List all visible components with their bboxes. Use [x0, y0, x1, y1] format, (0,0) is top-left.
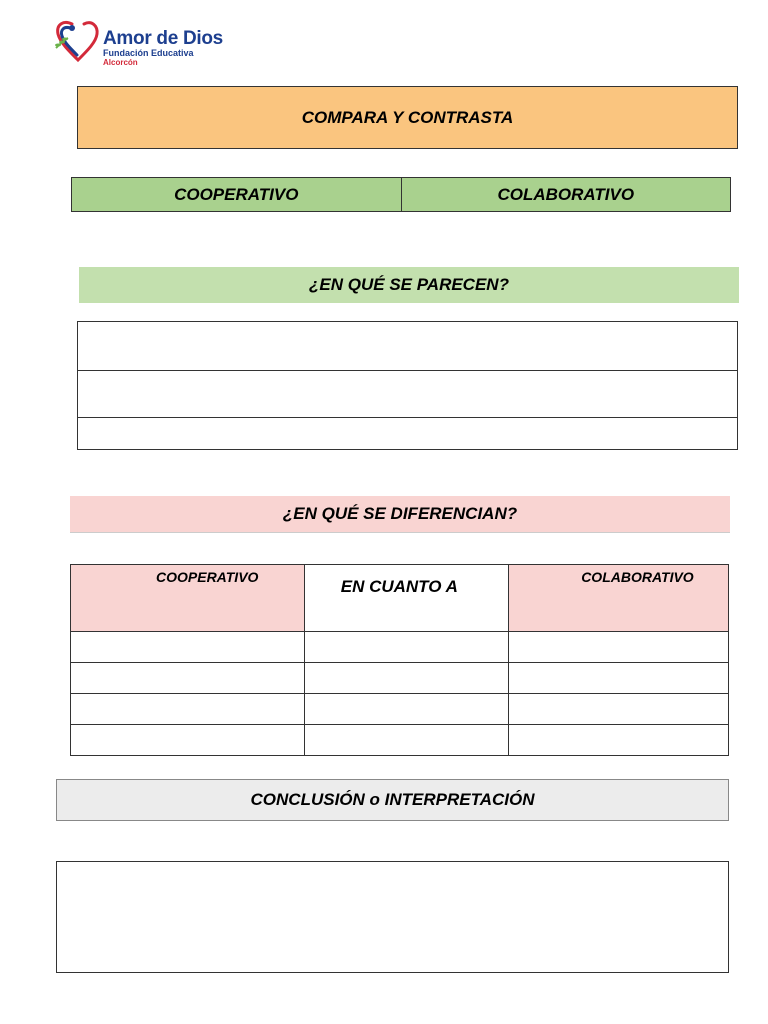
table-cell[interactable]	[71, 632, 305, 663]
page-title: COMPARA Y CONTRASTA	[301, 107, 514, 127]
similarities-row[interactable]	[78, 322, 737, 371]
similarities-heading-band	[79, 267, 739, 303]
similarities-row[interactable]	[78, 371, 737, 418]
table-cell[interactable]	[71, 694, 305, 725]
table-cell[interactable]	[304, 694, 508, 725]
similarities-table	[77, 321, 738, 450]
similarities-row[interactable]	[78, 418, 737, 449]
similarities-heading: ¿EN QUÉ SE PARECEN?	[309, 275, 509, 294]
table-row	[71, 632, 729, 663]
table-cell[interactable]	[509, 694, 729, 725]
differences-col-colaborativo-label: COLABORATIVO	[581, 569, 694, 585]
table-cell[interactable]	[509, 663, 729, 694]
conclusion-box[interactable]	[56, 861, 729, 973]
concept-right-label: COLABORATIVO	[497, 184, 635, 204]
table-cell[interactable]	[304, 632, 508, 663]
differences-col-colaborativo	[509, 565, 729, 632]
differences-col-cooperativo-label: COOPERATIVO	[156, 569, 259, 585]
table-cell[interactable]	[71, 725, 305, 756]
concept-left-label: COOPERATIVO	[174, 184, 299, 204]
table-row	[71, 663, 729, 694]
table-row	[71, 694, 729, 725]
differences-heading: ¿EN QUÉ SE DIFERENCIAN?	[282, 504, 518, 523]
concepts-header	[71, 177, 731, 212]
table-cell[interactable]	[304, 725, 508, 756]
differences-heading-band	[70, 496, 730, 533]
differences-header-row	[71, 565, 729, 632]
conclusion-heading-band	[56, 779, 729, 821]
table-cell[interactable]	[509, 725, 729, 756]
title-box	[77, 86, 738, 149]
concept-left-cell	[72, 178, 402, 211]
differences-col-cooperativo	[71, 565, 305, 632]
table-cell[interactable]	[304, 663, 508, 694]
table-row	[71, 725, 729, 756]
heart-logo-icon	[50, 18, 100, 64]
differences-col-en-cuanto-a	[304, 565, 508, 632]
conclusion-heading: CONCLUSIÓN o INTERPRETACIÓN	[250, 790, 535, 809]
logo-mark	[50, 18, 100, 64]
table-cell[interactable]	[509, 632, 729, 663]
table-cell[interactable]	[71, 663, 305, 694]
differences-table	[70, 564, 729, 756]
logo-subtitle: Fundación Educativa	[103, 48, 194, 58]
concept-right-cell	[402, 178, 731, 211]
differences-col-en-cuanto-a-label: EN CUANTO A	[340, 577, 458, 596]
logo-location: Alcorcón	[103, 58, 138, 67]
logo-name: Amor de Dios	[103, 28, 223, 49]
